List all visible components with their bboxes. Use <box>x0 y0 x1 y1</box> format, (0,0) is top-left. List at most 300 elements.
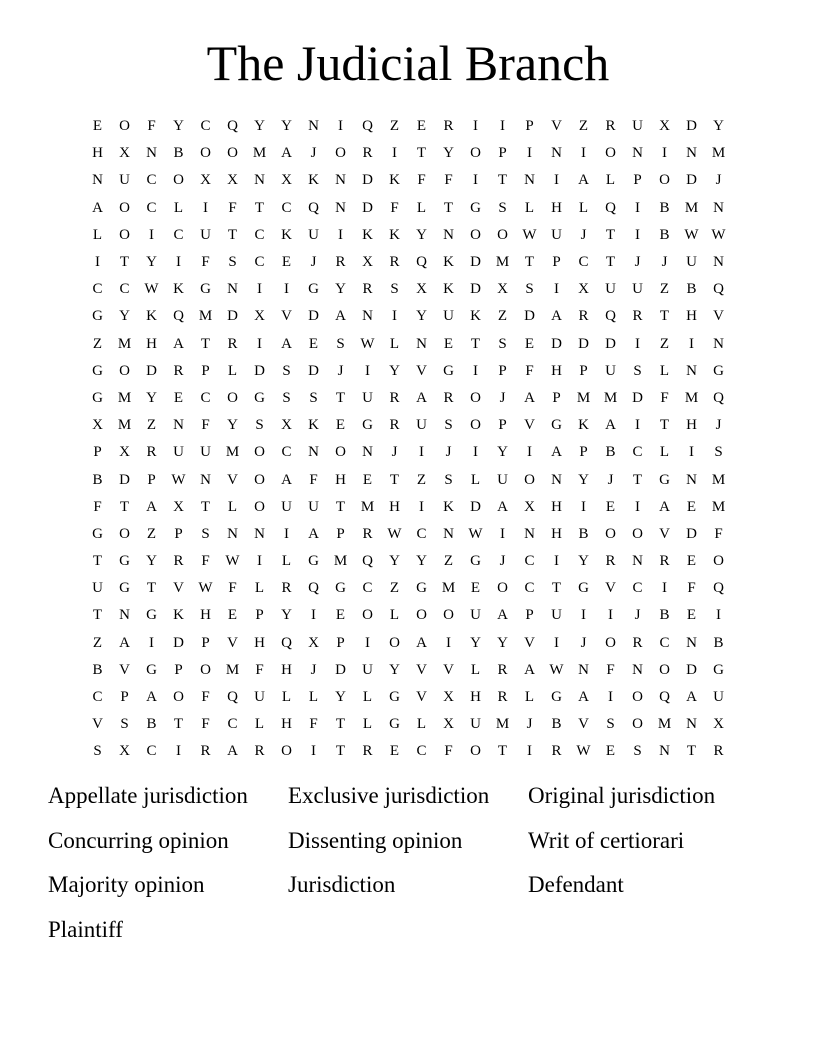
grid-letter: A <box>551 444 562 461</box>
grid-letter: F <box>525 362 534 379</box>
grid-letter: W <box>468 525 483 542</box>
grid-letter: O <box>119 525 130 542</box>
grid-letter: I <box>149 634 154 651</box>
grid-letter: N <box>254 525 265 542</box>
grid-letter: G <box>119 580 130 597</box>
grid-letter: M <box>684 389 699 406</box>
grid-letter: E <box>686 607 697 624</box>
grid-letter: P <box>552 254 561 271</box>
grid-letter: X <box>92 417 103 434</box>
grid-letter: L <box>227 498 238 515</box>
grid-row <box>84 711 732 738</box>
grid-letter: G <box>713 661 724 678</box>
grid-letter: D <box>551 335 562 352</box>
grid-letter: I <box>284 525 289 542</box>
grid-letter: V <box>416 661 427 678</box>
grid-letter: Z <box>146 525 157 542</box>
grid-letter: N <box>308 118 319 135</box>
grid-letter: Q <box>281 634 292 651</box>
grid-letter: U <box>443 308 454 325</box>
grid-letter: D <box>470 498 481 515</box>
grid-letter: X <box>443 689 454 706</box>
grid-letter: T <box>497 743 508 760</box>
grid-letter: N <box>119 607 130 624</box>
grid-letter: Y <box>389 661 400 678</box>
grid-letter: A <box>416 634 427 651</box>
grid-letter: X <box>497 281 508 298</box>
grid-letter: U <box>470 716 481 733</box>
grid-letter: T <box>335 716 346 733</box>
grid-letter: P <box>174 661 183 678</box>
grid-letter: U <box>200 444 211 461</box>
grid-letter: A <box>335 308 346 325</box>
grid-letter: L <box>659 444 670 461</box>
grid-letter: I <box>554 172 559 189</box>
grid-letter: A <box>281 335 292 352</box>
grid-letter: Q <box>713 281 724 298</box>
grid-letter: N <box>173 417 184 434</box>
grid-row <box>84 331 732 358</box>
grid-letter: G <box>146 607 157 624</box>
grid-letter: X <box>578 281 589 298</box>
grid-letter: Q <box>605 308 616 325</box>
grid-letter: Y <box>335 689 346 706</box>
grid-letter: R <box>335 254 346 271</box>
grid-letter: W <box>387 525 402 542</box>
grid-letter: Q <box>308 580 319 597</box>
grid-letter: X <box>416 281 427 298</box>
grid-row <box>84 602 732 629</box>
grid-letter: T <box>335 389 346 406</box>
grid-letter: F <box>660 389 669 406</box>
grid-letter: M <box>198 308 213 325</box>
grid-letter: O <box>470 226 481 243</box>
grid-letter: X <box>227 172 238 189</box>
grid-letter: B <box>686 281 697 298</box>
grid-letter: S <box>336 335 345 352</box>
grid-letter: R <box>227 335 238 352</box>
grid-letter: P <box>336 525 345 542</box>
grid-letter: E <box>443 335 454 352</box>
grid-letter: R <box>146 444 157 461</box>
grid-letter: O <box>605 145 616 162</box>
grid-row <box>84 303 732 330</box>
grid-letter: G <box>389 689 400 706</box>
grid-letter: D <box>173 634 184 651</box>
grid-letter: R <box>443 118 454 135</box>
grid-letter: N <box>443 525 454 542</box>
grid-letter: R <box>389 417 400 434</box>
grid-letter: R <box>362 281 373 298</box>
grid-letter: D <box>605 335 616 352</box>
grid-letter: W <box>576 743 591 760</box>
grid-letter: I <box>608 689 613 706</box>
grid-letter: C <box>227 716 238 733</box>
grid-letter: H <box>389 498 400 515</box>
grid-letter: A <box>605 417 616 434</box>
grid-letter: I <box>473 444 478 461</box>
grid-letter: I <box>500 118 505 135</box>
grid-letter: M <box>711 145 726 162</box>
grid-letter: I <box>365 362 370 379</box>
grid-letter: M <box>225 444 240 461</box>
grid-letter: H <box>335 471 346 488</box>
word-list-item: Dissenting opinion <box>288 827 463 853</box>
grid-letter: F <box>606 661 615 678</box>
grid-letter: C <box>524 580 535 597</box>
grid-letter: X <box>443 716 454 733</box>
grid-letter: Q <box>713 580 724 597</box>
grid-letter: L <box>659 362 670 379</box>
grid-letter: Y <box>470 634 481 651</box>
grid-letter: P <box>579 362 588 379</box>
grid-letter: H <box>92 145 103 162</box>
grid-letter: L <box>416 199 427 216</box>
word-search-grid <box>84 113 732 766</box>
grid-letter: N <box>443 226 454 243</box>
grid-letter: B <box>578 525 589 542</box>
grid-letter: L <box>470 471 481 488</box>
grid-letter: I <box>338 118 343 135</box>
grid-letter: I <box>203 199 208 216</box>
grid-letter: I <box>662 580 667 597</box>
grid-letter: N <box>578 661 589 678</box>
grid-letter: P <box>201 634 210 651</box>
grid-letter: M <box>684 199 699 216</box>
grid-letter: A <box>92 199 103 216</box>
grid-letter: N <box>524 172 535 189</box>
grid-letter: W <box>360 335 375 352</box>
word-list-item: Majority opinion <box>48 872 205 897</box>
grid-letter: V <box>119 661 130 678</box>
grid-letter: N <box>686 634 697 651</box>
grid-letter: G <box>92 525 103 542</box>
grid-letter: P <box>174 525 183 542</box>
grid-letter: H <box>200 607 211 624</box>
grid-letter: K <box>470 308 481 325</box>
grid-letter: O <box>497 226 508 243</box>
grid-letter: I <box>257 553 262 570</box>
grid-letter: K <box>173 607 184 624</box>
grid-letter: S <box>714 444 723 461</box>
grid-letter: D <box>362 199 373 216</box>
grid-letter: T <box>92 607 103 624</box>
grid-letter: Q <box>362 553 373 570</box>
grid-letter: W <box>711 226 726 243</box>
grid-letter: T <box>686 743 697 760</box>
grid-letter: S <box>633 362 642 379</box>
grid-letter: N <box>686 362 697 379</box>
word-list-item: Concurring opinion <box>48 827 229 853</box>
grid-letter: S <box>282 389 291 406</box>
grid-letter: L <box>92 226 103 243</box>
grid-letter: D <box>578 335 589 352</box>
grid-letter: O <box>632 689 643 706</box>
grid-letter: F <box>93 498 102 515</box>
grid-letter: G <box>470 199 481 216</box>
grid-letter: F <box>201 716 210 733</box>
grid-letter: U <box>173 444 184 461</box>
grid-letter: U <box>308 226 319 243</box>
grid-letter: Y <box>254 118 265 135</box>
grid-letter: J <box>580 634 587 651</box>
grid-letter: A <box>524 661 535 678</box>
grid-letter: C <box>578 254 589 271</box>
grid-letter: C <box>254 226 265 243</box>
grid-letter: C <box>92 689 103 706</box>
grid-letter: W <box>198 580 213 597</box>
grid-letter: O <box>173 689 184 706</box>
grid-letter: E <box>227 607 238 624</box>
grid-letter: R <box>200 743 211 760</box>
grid-letter: V <box>524 417 535 434</box>
grid-letter: I <box>689 335 694 352</box>
grid-letter: C <box>659 634 670 651</box>
grid-letter: Y <box>389 362 400 379</box>
grid-letter: D <box>470 281 481 298</box>
grid-row <box>84 385 732 412</box>
grid-letter: B <box>713 634 724 651</box>
grid-letter: N <box>632 553 643 570</box>
grid-letter: T <box>497 172 508 189</box>
grid-letter: I <box>365 634 370 651</box>
grid-letter: N <box>227 281 238 298</box>
grid-letter: Y <box>578 471 589 488</box>
grid-letter: Z <box>497 308 508 325</box>
grid-letter: R <box>605 118 616 135</box>
grid-letter: F <box>228 199 237 216</box>
grid-letter: L <box>254 716 265 733</box>
grid-letter: N <box>551 471 562 488</box>
grid-letter: U <box>605 281 616 298</box>
grid-letter: S <box>633 743 642 760</box>
grid-letter: R <box>551 743 562 760</box>
grid-letter: T <box>146 580 157 597</box>
grid-letter: I <box>473 172 478 189</box>
grid-row <box>84 358 732 385</box>
grid-letter: D <box>686 661 697 678</box>
grid-row <box>84 439 732 466</box>
grid-letter: T <box>119 254 130 271</box>
grid-letter: U <box>605 362 616 379</box>
grid-letter: T <box>227 226 238 243</box>
grid-letter: I <box>581 498 586 515</box>
grid-letter: C <box>200 118 211 135</box>
grid-letter: M <box>495 254 510 271</box>
grid-letter: F <box>201 254 210 271</box>
grid-letter: T <box>443 199 454 216</box>
grid-letter: M <box>441 580 456 597</box>
grid-letter: I <box>716 607 721 624</box>
grid-letter: M <box>711 471 726 488</box>
grid-letter: I <box>635 335 640 352</box>
grid-row <box>84 167 732 194</box>
grid-letter: F <box>201 417 210 434</box>
grid-letter: O <box>335 444 346 461</box>
grid-letter: Y <box>416 553 427 570</box>
grid-letter: N <box>686 145 697 162</box>
grid-letter: O <box>119 226 130 243</box>
grid-letter: J <box>310 661 317 678</box>
grid-letter: R <box>578 308 589 325</box>
grid-row <box>84 684 732 711</box>
grid-letter: C <box>416 743 427 760</box>
grid-letter: O <box>227 145 238 162</box>
grid-letter: U <box>308 498 319 515</box>
grid-letter: S <box>498 335 507 352</box>
grid-letter: N <box>335 199 346 216</box>
grid-row <box>84 494 732 521</box>
grid-row <box>84 195 732 222</box>
grid-letter: L <box>173 199 184 216</box>
grid-letter: O <box>443 607 454 624</box>
grid-letter: Z <box>92 335 103 352</box>
grid-letter: A <box>524 389 535 406</box>
grid-letter: N <box>416 335 427 352</box>
grid-letter: N <box>686 471 697 488</box>
grid-letter: L <box>281 689 292 706</box>
grid-letter: W <box>522 226 537 243</box>
grid-letter: W <box>225 553 240 570</box>
grid-letter: Y <box>578 553 589 570</box>
grid-letter: G <box>470 553 481 570</box>
grid-letter: O <box>632 525 643 542</box>
grid-letter: J <box>310 254 317 271</box>
grid-letter: L <box>389 607 400 624</box>
grid-letter: X <box>119 145 130 162</box>
grid-letter: G <box>119 553 130 570</box>
grid-letter: L <box>227 362 238 379</box>
grid-letter: E <box>416 118 427 135</box>
grid-row <box>84 466 732 493</box>
grid-letter: R <box>443 389 454 406</box>
grid-letter: P <box>336 634 345 651</box>
grid-letter: Q <box>227 689 238 706</box>
grid-letter: X <box>119 743 130 760</box>
grid-letter: T <box>254 199 265 216</box>
grid-letter: O <box>119 118 130 135</box>
grid-letter: Y <box>227 417 238 434</box>
word-list-item: Exclusive jurisdiction <box>288 783 490 808</box>
grid-row <box>84 113 732 140</box>
grid-letter: J <box>634 254 641 271</box>
grid-letter: O <box>362 607 373 624</box>
grid-letter: N <box>146 145 157 162</box>
grid-letter: A <box>497 607 508 624</box>
grid-letter: A <box>578 172 589 189</box>
grid-letter: C <box>146 199 157 216</box>
grid-letter: J <box>634 607 641 624</box>
grid-letter: G <box>308 553 319 570</box>
grid-letter: I <box>554 281 559 298</box>
grid-letter: T <box>335 743 346 760</box>
grid-letter: D <box>146 362 157 379</box>
grid-letter: I <box>446 634 451 651</box>
grid-letter: I <box>554 553 559 570</box>
grid-letter: Q <box>713 389 724 406</box>
grid-letter: X <box>119 444 130 461</box>
grid-letter: I <box>527 145 532 162</box>
grid-letter: S <box>444 417 453 434</box>
grid-letter: C <box>362 580 373 597</box>
grid-letter: U <box>119 172 130 189</box>
grid-letter: Z <box>92 634 103 651</box>
grid-letter: T <box>470 335 481 352</box>
grid-letter: N <box>200 471 211 488</box>
grid-letter: N <box>524 525 535 542</box>
grid-letter: B <box>92 471 103 488</box>
grid-letter: X <box>200 172 211 189</box>
grid-letter: T <box>92 553 103 570</box>
grid-letter: Z <box>389 580 400 597</box>
grid-letter: F <box>201 553 210 570</box>
grid-row <box>84 249 732 276</box>
grid-row <box>84 521 732 548</box>
grid-letter: A <box>551 308 562 325</box>
grid-row <box>84 222 732 249</box>
grid-letter: G <box>389 716 400 733</box>
grid-letter: C <box>281 444 292 461</box>
grid-letter: I <box>500 525 505 542</box>
grid-letter: A <box>146 689 157 706</box>
grid-letter: O <box>497 580 508 597</box>
grid-letter: I <box>581 145 586 162</box>
grid-letter: G <box>551 689 562 706</box>
grid-letter: O <box>470 145 481 162</box>
grid-letter: Y <box>281 607 292 624</box>
grid-letter: H <box>551 199 562 216</box>
grid-letter: X <box>173 498 184 515</box>
grid-letter: O <box>713 553 724 570</box>
grid-letter: U <box>281 498 292 515</box>
grid-letter: Y <box>173 118 184 135</box>
grid-letter: Q <box>308 199 319 216</box>
grid-letter: S <box>606 716 615 733</box>
grid-letter: U <box>362 389 373 406</box>
grid-letter: M <box>117 417 132 434</box>
grid-row <box>84 575 732 602</box>
word-list-item: Jurisdiction <box>288 872 396 897</box>
grid-letter: N <box>362 444 373 461</box>
grid-row <box>84 276 732 303</box>
grid-letter: O <box>632 716 643 733</box>
grid-letter: O <box>470 417 481 434</box>
grid-letter: O <box>119 362 130 379</box>
grid-letter: U <box>416 417 427 434</box>
grid-letter: D <box>524 308 535 325</box>
grid-letter: N <box>335 172 346 189</box>
grid-letter: A <box>497 498 508 515</box>
grid-letter: V <box>551 118 562 135</box>
grid-letter: G <box>92 389 103 406</box>
grid-letter: E <box>389 743 400 760</box>
grid-letter: G <box>713 362 724 379</box>
grid-letter: L <box>524 689 535 706</box>
grid-letter: I <box>176 743 181 760</box>
word-list-item: Plaintiff <box>48 916 123 942</box>
grid-letter: I <box>338 226 343 243</box>
grid-letter: I <box>608 607 613 624</box>
grid-letter: B <box>659 226 670 243</box>
grid-letter: O <box>254 498 265 515</box>
grid-letter: L <box>524 199 535 216</box>
grid-letter: H <box>551 525 562 542</box>
grid-letter: Y <box>146 553 157 570</box>
grid-letter: D <box>686 172 697 189</box>
grid-letter: V <box>227 471 238 488</box>
grid-letter: D <box>686 525 697 542</box>
grid-letter: T <box>200 335 211 352</box>
